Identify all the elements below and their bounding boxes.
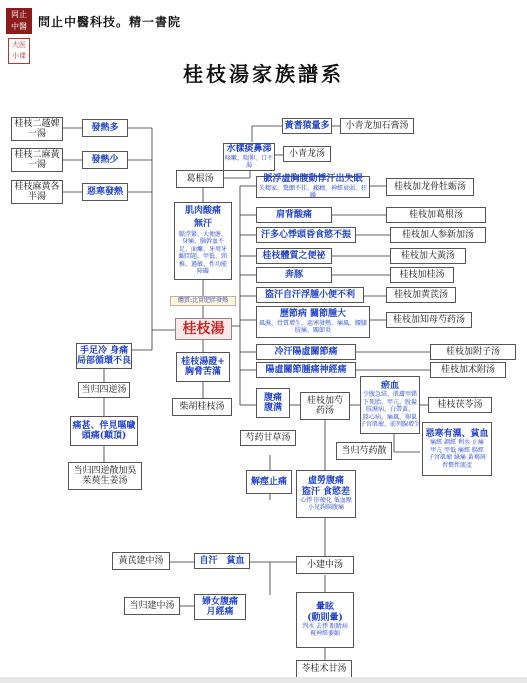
course-badge: 大医 小课 <box>8 38 30 64</box>
xulao-sub2: 心悸 肝硬化 低血壓 小兒鉤腸腹痛 <box>300 496 352 512</box>
node-lijie <box>256 306 370 338</box>
node-chaihu: 柴胡桂枝汤 <box>172 398 232 416</box>
wuhan-you-sub: 痛經 調經 利水 止痛 甲亢 甲低 痛經 腸經 子宮肌瘤 綠痛 黃褐斑 習慣性流產 <box>428 439 486 469</box>
lijie-sub: 風濕、骨質增生、惡寒發熱、痛風、腰膝肢痛、關節炎 <box>258 319 367 335</box>
node-futong: 腹痛 腹满 <box>256 388 290 418</box>
node-renshen: 桂枝加人参新加汤 <box>390 227 486 243</box>
node-huangqi: 桂枝加黄芪汤 <box>386 287 456 303</box>
node-huangqi-liang: 黃耆猿量多 <box>282 118 332 134</box>
node-xiao-qinglong: 小青龙汤 <box>283 146 331 162</box>
node-hand-foot: 手足冷 身痛 局部循環不良 <box>76 343 132 369</box>
node-huangqi-jianzhong: 黃芪建中汤 <box>112 552 170 570</box>
muscle-sub: 無汗 <box>193 218 212 229</box>
diagram-title: 桂枝湯家族譜系 <box>183 62 344 86</box>
node-xuanyun <box>296 592 354 648</box>
shuiyang-title: 水樣痰鼻涕 <box>226 144 272 155</box>
node-fare-shao: 發熱少 <box>82 151 128 169</box>
lijie-title: 歷節病 關節腫大 <box>279 309 347 320</box>
node-fare-duo: 發熱多 <box>82 119 128 137</box>
node-fu-futong: 婦女腹痛 月經痛 <box>194 594 246 620</box>
node-bentun: 奔豚 <box>256 267 332 283</box>
node-zihan: 自汗 貧血 <box>194 553 250 569</box>
shuiyang-sub: 咳嗽、喘伸、口不渴 <box>224 154 273 170</box>
node-xiao-qinglong-shi: 小青龙加石膏汤 <box>340 118 414 134</box>
node-gegen: 葛根汤 <box>176 170 224 188</box>
header-title: 問止中醫科技。精一書院 <box>38 15 182 29</box>
node-zhufu: 桂枝加术附汤 <box>430 362 506 378</box>
node-guizhi-mahuang-ge: 桂枝麻黄各半湯 <box>11 180 63 204</box>
node-guizhi-er-yuebi: 桂枝二越婢一湯 <box>11 117 63 141</box>
node-doohan: 盜汗自汗浮腫小便不利 <box>256 287 364 303</box>
xulao-title: 虛勞腹痛 <box>307 476 344 487</box>
node-zhimu: 桂枝加知母芍药汤 <box>386 312 472 328</box>
yuxue-sub: 少腹急結、肌膚甲錯 下死胎、甲亢、脫髮 肢濕病、白帶黃、 陰心病、痛風、卵巢 子宮肌瘤、前列腺增生 <box>360 391 421 429</box>
node-root: 桂枝湯 <box>175 318 232 340</box>
node-danggui-shaoyao: 当归芍药散 <box>336 442 392 460</box>
node-wuhan-you <box>422 422 492 476</box>
node-handuo: 汗多心悸頭昏食慾不振 <box>256 227 356 243</box>
node-yuxue <box>360 376 420 434</box>
node-ling-gui: 苓桂术甘汤 <box>296 660 352 678</box>
node-guizhi-er-mahuang: 桂枝二麻黃一湯 <box>11 148 63 172</box>
muscle-detail: 脈浮緊、大便溏、身痛、腦幹血不足、面癱、牙周牙齦問題、甲低、頸椎、過敏、性功能障礙 <box>178 230 227 276</box>
node-jiejing: 解痙止痛 <box>246 470 292 494</box>
node-longgu: 桂枝加龙骨牡蛎汤 <box>386 178 474 196</box>
node-pain: 痛甚、伴見嘔噦 頭痛(顛頂) <box>70 416 138 446</box>
node-guizhi-zheng: 桂枝湯證+ 胸脅苦滿 <box>176 352 230 382</box>
node-gegen-jia: 桂枝加葛根汤 <box>386 207 486 223</box>
node-jianbei: 肩背酸痛 <box>256 207 332 223</box>
node-muscle <box>174 202 232 280</box>
node-xiao-jianzhong: 小建中汤 <box>296 556 354 574</box>
node-wuhan-fare: 惡寒發熱 <box>82 183 128 201</box>
yuxue-title: 瘀血 <box>380 381 399 392</box>
node-fuzi: 桂枝加附子汤 <box>430 344 516 360</box>
node-dang-sini: 当归四逆汤 <box>78 382 130 398</box>
node-guizhi-jiagui: 桂枝加桂汤 <box>390 267 454 283</box>
node-dang-sini-wu: 当归四逆散加吳 茱萸生姜汤 <box>68 462 142 490</box>
node-lenghan: 冷汗陽虛關節痛 <box>256 344 356 360</box>
muscle-title: 肌肉酸痛 <box>184 206 221 217</box>
node-fuling: 桂枝茯苓汤 <box>428 397 492 413</box>
node-dahuang: 桂枝加大黃汤 <box>390 248 466 264</box>
node-yangxu: 陽虛關節腫痛神經痛 <box>256 362 356 378</box>
node-shuiyang <box>223 143 275 171</box>
node-shaoyao: 桂枝加芍 药汤 <box>300 392 350 420</box>
xuanyun-sub: 判水 去悸 眼睛病 視神經萎縮 <box>302 622 348 638</box>
brand-logo: 岡止 中醫 <box>6 8 32 34</box>
node-maifu <box>256 176 370 198</box>
node-danggui-jianzhong: 当归建中汤 <box>124 597 180 615</box>
node-shaoyao-gancao: 芍药甘草汤 <box>240 430 296 446</box>
maifu-sub: 失精家、驚顫不佳、癲癇、神經衰弱、狂躁 <box>258 184 367 200</box>
page-bottom-bar <box>0 677 527 683</box>
node-gegen-note: 體質:比實肥胖發熱 <box>170 296 236 306</box>
wuhan-you-title: 惡寒有濕、貧血 <box>425 428 489 439</box>
xuanyun-title: 暈眩 (動則暈) <box>307 602 343 623</box>
maifu-title: 脈浮虛胸腹動悸汗出失眠 <box>263 174 363 185</box>
xulao-sub1: 盜汗 食慾差 <box>301 486 351 497</box>
node-xulao <box>296 470 356 518</box>
node-bianmi: 桂枝體質之便祕 <box>256 248 332 264</box>
